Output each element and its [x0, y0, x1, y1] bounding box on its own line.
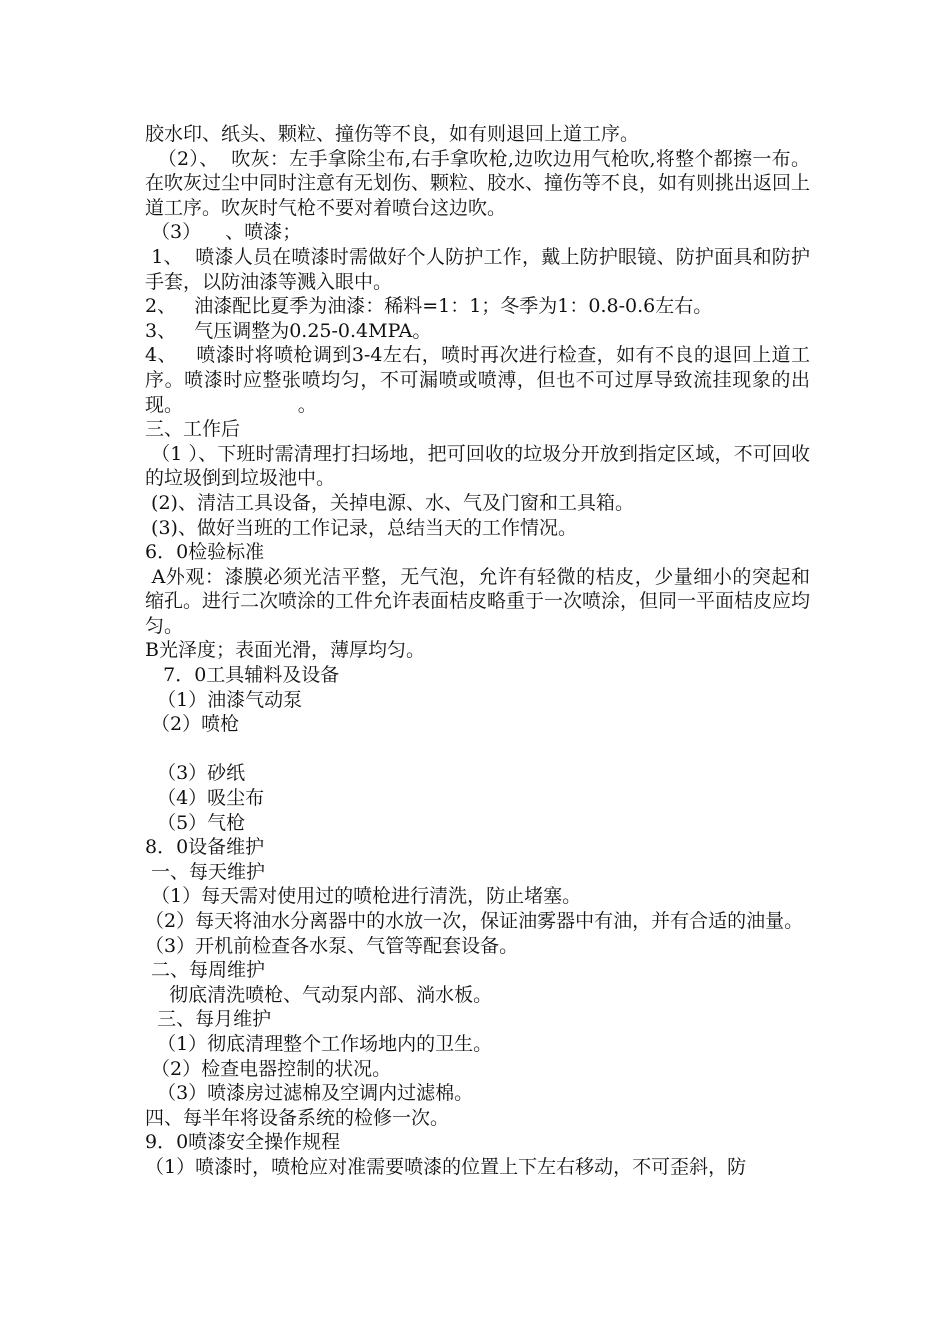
sub-heading-half-year: 四、每半年将设备系统的检修一次。 [145, 1106, 450, 1129]
paragraph-9: （1 ）、下班时需清理打扫场地，把可回收的垃圾分开放到指定区域，不可回收的垃圾倒到垃圾池中。 [145, 442, 810, 490]
section-heading-maintenance: 8．0设备维护 [145, 836, 265, 859]
monthly-item-3: （3）喷漆房过滤棉及空调内过滤棉。 [145, 1082, 474, 1105]
paragraph-7: 4、 喷漆时将喷枪调到3-4左右，喷时再次进行检查，如有不良的退回上道工序。喷漆时应整张喷均匀，不可漏喷或喷溥，但也不可过厚导致流挂现象的出现。 。 [145, 344, 810, 416]
paragraph-14: B光泽度；表面光滑，薄厚均匀。 [145, 639, 425, 662]
sub-heading-monthly: 三、每月维护 [145, 1008, 272, 1031]
section-heading-inspection: 6．0检验标准 [145, 541, 265, 564]
paragraph-5: 2、 油漆配比夏季为油漆：稀料=1：1；冬季为1：0.8-0.6左右。 [145, 295, 713, 318]
sub-heading-daily: 一、每天维护 [145, 860, 266, 883]
blank-line [145, 737, 810, 762]
tool-item-5: （5）气枪 [145, 811, 246, 834]
tool-item-1: （1）油漆气动泵 [145, 688, 303, 711]
tool-item-4: （4）吸尘布 [145, 787, 265, 810]
safety-item-1: （1）喷漆时，喷枪应对准需要喷漆的位置上下左右移动，不可歪斜，防 [145, 1155, 747, 1178]
weekly-item: 彻底清洗喷枪、气动泵内部、淌水板。 [145, 983, 493, 1006]
monthly-item-1: （1）彻底清理整个工作场地内的卫生。 [145, 1032, 493, 1055]
daily-item-2: （2）每天将油水分离器中的水放一次，保证油雾器中有油，并有合适的油量。 [145, 910, 804, 932]
section-heading-safety: 9．0喷漆安全操作规程 [145, 1131, 341, 1154]
document-body [145, 122, 810, 1180]
daily-item-3: （3）开机前检查各水泵、气管等配套设备。 [145, 934, 519, 957]
section-heading-tools: 7．0工具辅料及设备 [145, 664, 340, 687]
sub-heading-weekly: 二、每周维护 [145, 959, 266, 982]
monthly-item-2: （2）检查电器控制的状况。 [145, 1057, 392, 1080]
section-heading-after-work: 三、工作后 [145, 418, 241, 441]
paragraph-11: (3)、做好当班的工作记录，总结当天的工作情况。 [145, 516, 577, 539]
paragraph-6: 3、 气压调整为0.25-0.4MPA。 [145, 319, 432, 342]
tool-item-2: （2）喷枪 [145, 713, 240, 736]
paragraph-4: 1、 喷漆人员在喷漆时需做好个人防护工作，戴上防护眼镜、防护面具和防护手套，以防油漆等溅入眼中。 [145, 245, 811, 293]
paragraph-10: (2)、清洁工具设备，关掉电源、水、气及门窗和工具箱。 [145, 491, 634, 514]
paragraph-13: A外观：漆膜必须光洁平整，无气泡，允许有轻微的桔皮，少量细小的突起和缩孔。进行二次喷涂的工件允许表面桔皮略重于一次喷涂，但同一平面桔皮应均匀。 [145, 565, 811, 637]
tool-item-3: （3）砂纸 [145, 762, 246, 785]
paragraph-1: 胶水印、纸头、颗粒、撞伤等不良，如有则退回上道工序。 [145, 123, 640, 145]
daily-item-1: （1）每天需对使用过的喷枪进行清洗，防止堵塞。 [145, 885, 582, 908]
paragraph-2: （2）、 吹灰：左手拿除尘布,右手拿吹枪,边吹边用气枪吹,将整个都擦一布。在吹灰过尘中同时注意有无划伤、颗粒、胶水、撞伤等不良，如有则挑出返回上道工序。吹灰时气枪不要对着喷台这边吹。 [145, 147, 811, 219]
paragraph-3: （3） 、喷漆； [145, 221, 302, 244]
